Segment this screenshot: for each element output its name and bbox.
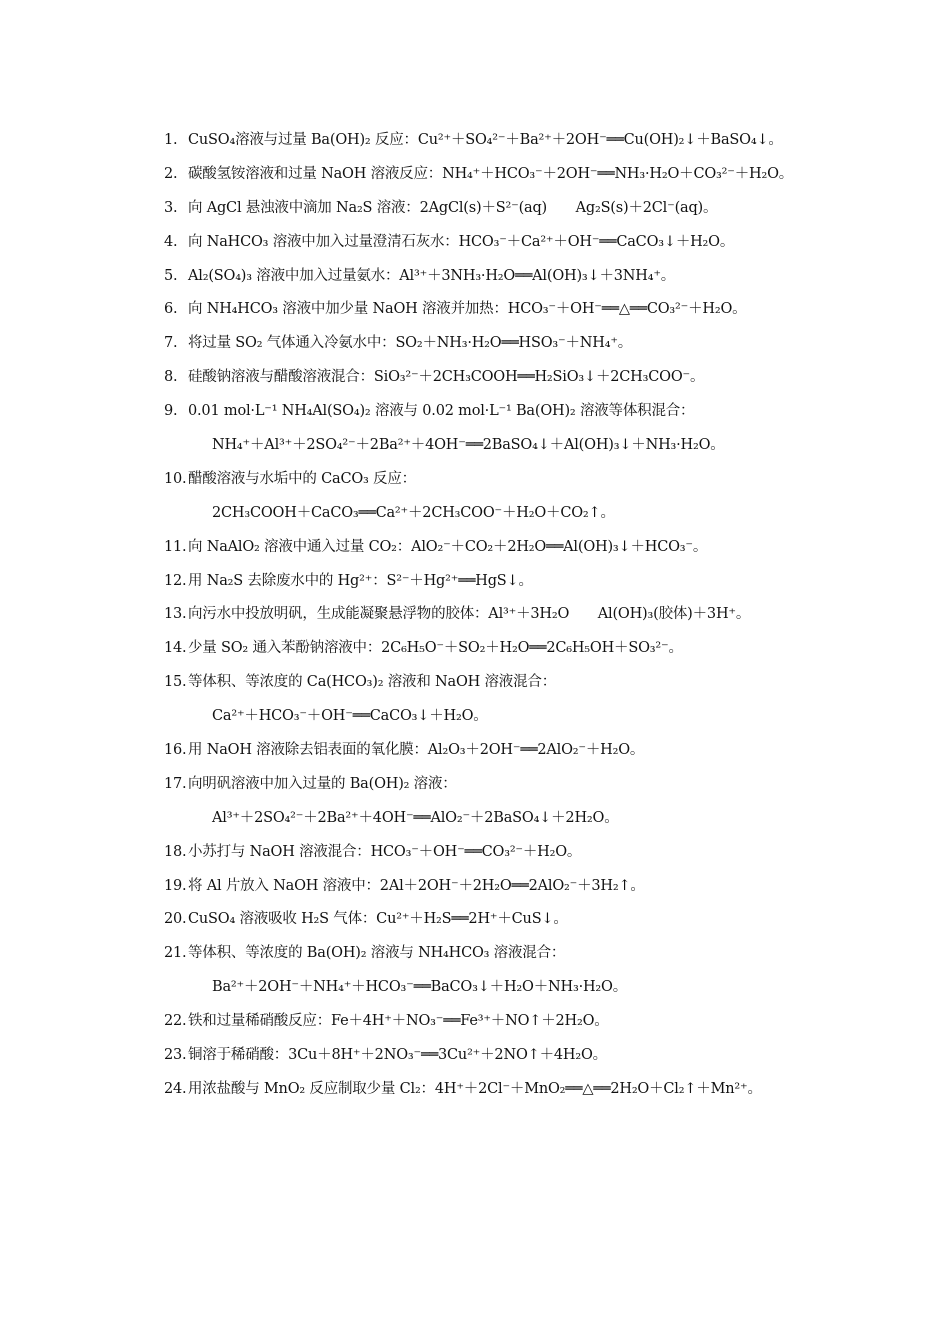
item-number: 18.	[164, 843, 187, 860]
equation-text: 用 Na₂S 去除废水中的 Hg²⁺：S²⁻＋Hg²⁺══HgS↓。	[188, 572, 533, 589]
equation-text: 向明矾溶液中加入过量的 Ba(OH)₂ 溶液：	[188, 775, 457, 792]
equation-text: 向污水中投放明矾，生成能凝聚悬浮物的胶体：Al³⁺＋3H₂O Al(OH)₃(胶体)＋3H⁺。	[188, 606, 751, 623]
equation-line	[164, 598, 924, 632]
equation-text: 铁和过量稀硝酸反应：Fe＋4H⁺＋NO₃⁻══Fe³⁺＋NO↑＋2H₂O。	[188, 1013, 609, 1030]
item-number: 11.	[164, 538, 187, 555]
equation-line	[164, 158, 924, 192]
equation-text: CuSO₄溶液与过量 Ba(OH)₂ 反应：Cu²⁺＋SO₄²⁻＋Ba²⁺＋2OH⁻══Cu(OH)₂↓＋BaSO₄↓。	[188, 132, 783, 148]
equation-text: Ca²⁺＋HCO₃⁻＋OH⁻══CaCO₃↓＋H₂O。	[212, 708, 488, 725]
equation-line	[164, 836, 924, 870]
equation-text: 将过量 SO₂ 气体通入冷氨水中：SO₂＋NH₃·H₂O══HSO₃⁻＋NH₄⁺。	[188, 335, 633, 352]
equation-text: 向 NaAlO₂ 溶液中通入过量 CO₂：AlO₂⁻＋CO₂＋2H₂O══Al(OH)₃↓＋HCO₃⁻。	[188, 538, 708, 555]
equation-list	[164, 124, 924, 1107]
equation-line	[164, 565, 924, 599]
item-number: 22.	[164, 1013, 187, 1030]
equation-line	[164, 870, 924, 904]
item-number: 6.	[164, 301, 178, 318]
equation-line	[164, 1073, 924, 1107]
item-number: 21.	[164, 945, 187, 962]
item-number: 9.	[164, 403, 178, 420]
item-number: 14.	[164, 640, 187, 657]
equation-text: 小苏打与 NaOH 溶液混合：HCO₃⁻＋OH⁻══CO₃²⁻＋H₂O。	[188, 843, 582, 860]
equation-line	[164, 361, 924, 395]
equation-text: 碳酸氢铵溶液和过量 NaOH 溶液反应：NH₄⁺＋HCO₃⁻＋2OH⁻══NH₃·H₂O＋CO₃²⁻＋H₂O。	[188, 165, 794, 182]
item-number: 3.	[164, 199, 178, 216]
equation-text: 等体积、等浓度的 Ca(HCO₃)₂ 溶液和 NaOH 溶液混合：	[188, 674, 557, 691]
equation-text: Ba²⁺＋2OH⁻＋NH₄⁺＋HCO₃⁻══BaCO₃↓＋H₂O＋NH₃·H₂O。	[212, 979, 628, 996]
equation-line	[164, 192, 924, 226]
equation-text: 向 AgCl 悬浊液中滴加 Na₂S 溶液：2AgCl(s)＋S²⁻(aq) Ag₂S(s)＋2Cl⁻(aq)。	[188, 199, 718, 216]
equation-line	[164, 293, 924, 327]
item-number: 16.	[164, 742, 187, 759]
item-number: 10.	[164, 470, 187, 487]
equation-text: 向 NaHCO₃ 溶液中加入过量澄清石灰水：HCO₃⁻＋Ca²⁺＋OH⁻══CaCO₃↓＋H₂O。	[188, 233, 735, 250]
equation-text: 少量 SO₂ 通入苯酚钠溶液中：2C₆H₅O⁻＋SO₂＋H₂O══2C₆H₅OH＋SO₃²⁻。	[188, 640, 683, 657]
equation-text: Al³⁺＋2SO₄²⁻＋2Ba²⁺＋4OH⁻══AlO₂⁻＋2BaSO₄↓＋2H₂O。	[212, 809, 619, 826]
item-number: 5.	[164, 267, 178, 284]
equation-continuation	[164, 700, 924, 734]
equation-text: 硅酸钠溶液与醋酸溶液混合：SiO₃²⁻＋2CH₃COOH══H₂SiO₃↓＋2CH₃COO⁻。	[188, 369, 705, 386]
item-number: 4.	[164, 233, 178, 250]
item-number: 13.	[164, 606, 187, 623]
equation-line	[164, 395, 924, 429]
equation-continuation	[164, 971, 924, 1005]
equation-text: NH₄⁺＋Al³⁺＋2SO₄²⁻＋2Ba²⁺＋4OH⁻══2BaSO₄↓＋Al(OH)₃↓＋NH₃·H₂O。	[212, 437, 725, 454]
equation-line	[164, 666, 924, 700]
item-number: 1.	[164, 132, 178, 148]
equation-text: Al₂(SO₄)₃ 溶液中加入过量氨水：Al³⁺＋3NH₃·H₂O══Al(OH)₃↓＋3NH₄⁺。	[188, 267, 676, 284]
item-number: 20.	[164, 911, 187, 928]
item-number: 2.	[164, 165, 178, 182]
equation-line	[164, 531, 924, 565]
equation-line	[164, 226, 924, 260]
item-number: 7.	[164, 335, 178, 352]
equation-line	[164, 632, 924, 666]
equation-line	[164, 124, 924, 158]
equation-text: 向 NH₄HCO₃ 溶液中加少量 NaOH 溶液并加热：HCO₃⁻＋OH⁻══△══CO₃²⁻＋H₂O。	[188, 301, 747, 318]
equation-line	[164, 768, 924, 802]
equation-text: 用 NaOH 溶液除去铝表面的氧化膜：Al₂O₃＋2OH⁻══2AlO₂⁻＋H₂O。	[188, 742, 645, 759]
equation-line	[164, 1039, 924, 1073]
item-number: 15.	[164, 674, 187, 691]
equation-line	[164, 937, 924, 971]
equation-line	[164, 463, 924, 497]
item-number: 8.	[164, 369, 178, 386]
equation-text: 2CH₃COOH＋CaCO₃══Ca²⁺＋2CH₃COO⁻＋H₂O＋CO₂↑。	[212, 504, 615, 521]
item-number: 24.	[164, 1080, 187, 1097]
equation-text: 等体积、等浓度的 Ba(OH)₂ 溶液与 NH₄HCO₃ 溶液混合：	[188, 945, 566, 962]
equation-text: 铜溶于稀硝酸：3Cu＋8H⁺＋2NO₃⁻══3Cu²⁺＋2NO↑＋4H₂O。	[188, 1047, 607, 1064]
item-number: 19.	[164, 877, 187, 894]
item-number: 17.	[164, 775, 187, 792]
equation-text: 将 Al 片放入 NaOH 溶液中：2Al＋2OH⁻＋2H₂O══2AlO₂⁻＋3H₂↑。	[188, 877, 645, 894]
equation-continuation	[164, 802, 924, 836]
equation-line	[164, 734, 924, 768]
equation-line	[164, 260, 924, 294]
equation-line	[164, 1005, 924, 1039]
equation-text: 醋酸溶液与水垢中的 CaCO₃ 反应：	[188, 470, 416, 487]
equation-continuation	[164, 429, 924, 463]
equation-line	[164, 327, 924, 361]
item-number: 12.	[164, 572, 187, 589]
equation-text: CuSO₄ 溶液吸收 H₂S 气体：Cu²⁺＋H₂S══2H⁺＋CuS↓。	[188, 911, 568, 928]
item-number: 23.	[164, 1047, 187, 1064]
equation-line	[164, 903, 924, 937]
equation-continuation	[164, 497, 924, 531]
equation-text: 用浓盐酸与 MnO₂ 反应制取少量 Cl₂：4H⁺＋2Cl⁻＋MnO₂══△══2H₂O＋Cl₂↑＋Mn²⁺。	[188, 1080, 762, 1097]
equation-text: 0.01 mol·L⁻¹ NH₄Al(SO₄)₂ 溶液与 0.02 mol·L⁻¹ Ba(OH)₂ 溶液等体积混合：	[188, 403, 695, 420]
